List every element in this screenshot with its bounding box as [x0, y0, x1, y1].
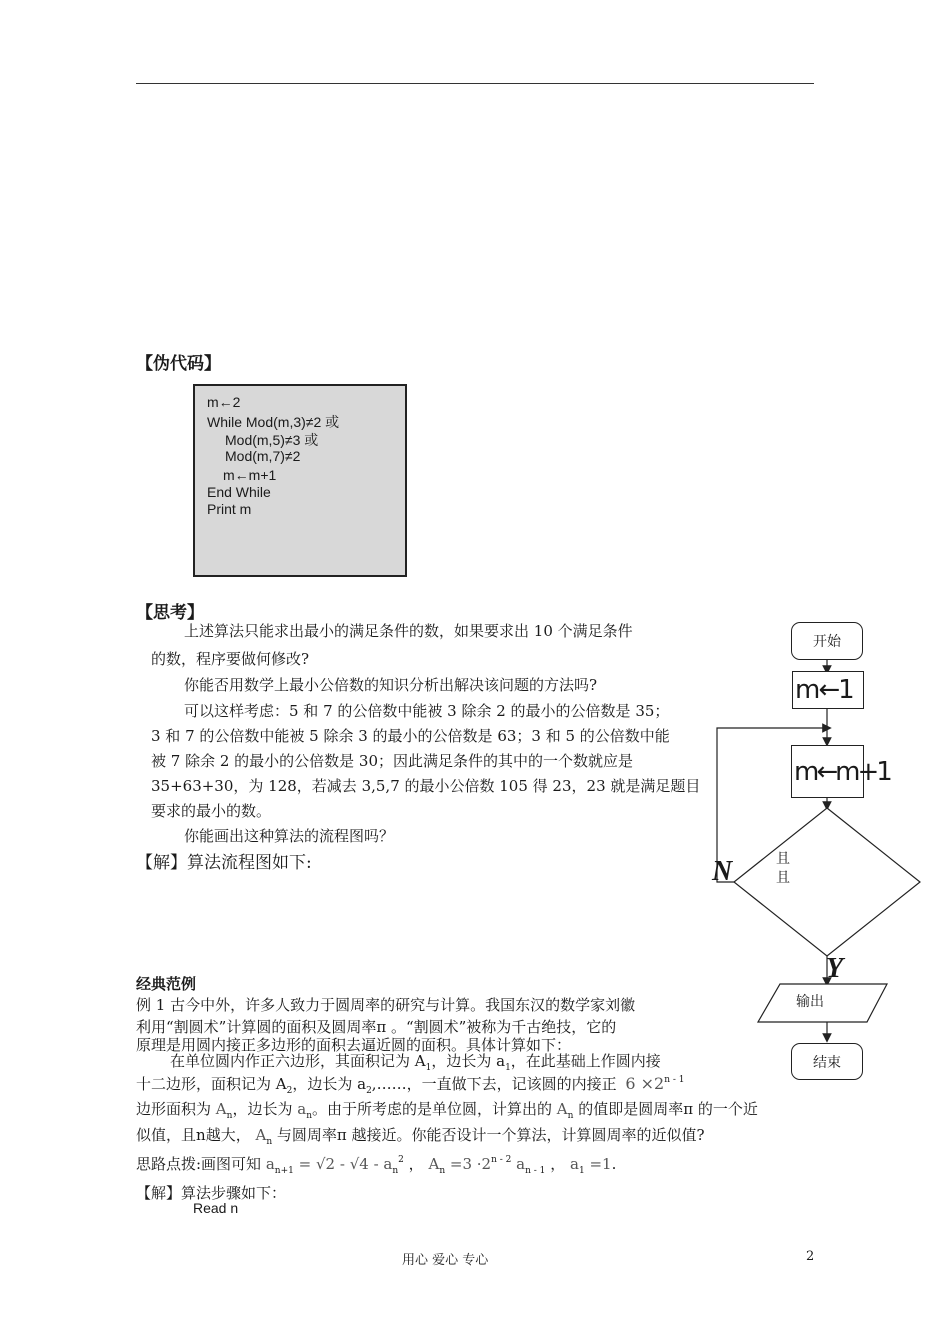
- think-line: 要求的最小的数。: [151, 802, 272, 820]
- subscript: 1: [425, 1063, 432, 1073]
- subscript: 1: [578, 1166, 585, 1176]
- code-line: Print m: [207, 501, 252, 517]
- math-symbol: a: [570, 1155, 579, 1173]
- subscript: n - 1: [525, 1166, 546, 1176]
- text-span: 思路点拨:画图可知: [136, 1155, 262, 1173]
- example-line: [136, 1153, 616, 1174]
- subscript: n: [226, 1111, 233, 1121]
- math-term: = √2 - √4 - a: [298, 1155, 393, 1173]
- code-line: Mod(m,7)≠2: [225, 448, 301, 464]
- example-line: [136, 1098, 758, 1119]
- flow-start: 开始: [791, 622, 863, 660]
- flow-end: 结束: [791, 1043, 863, 1080]
- subscript: 2: [286, 1086, 293, 1096]
- example-read: Read n: [193, 1200, 239, 1216]
- example-line: [136, 1124, 705, 1145]
- superscript: n - 2: [491, 1155, 512, 1165]
- text-span: 在单位圆内作正六边形，其面积记为 A: [170, 1052, 426, 1070]
- header-rule: [136, 83, 814, 84]
- text-span: 。由于所考虑的是单位圆，计算出的: [311, 1100, 552, 1118]
- code-line: m←2: [207, 394, 241, 410]
- text-span: .: [611, 1155, 617, 1173]
- think-line: 3 和 7 的公倍数中能被 5 除余 3 的最小的公倍数是 63；3 和 5 的公倍数中能: [151, 727, 670, 745]
- think-line: 可以这样考虑：5 和 7 的公倍数中能被 3 除余 2 的最小的公倍数是 35；: [184, 702, 670, 720]
- text-span: 十二边形，面积记为 A: [136, 1075, 287, 1093]
- text-span: ,……，一直做下去，记该圆的内接正: [371, 1075, 617, 1093]
- code-line: End While: [207, 484, 271, 500]
- code-line: Mod(m,5)≠3 或: [225, 432, 319, 448]
- pseudo-heading: 【伪代码】: [136, 354, 221, 374]
- math-symbol: A: [428, 1155, 440, 1173]
- pseudo-code-box: [193, 384, 407, 577]
- subscript: 1: [505, 1063, 511, 1073]
- text-span: ，: [550, 1155, 566, 1173]
- text-span: ，边长为 a: [292, 1075, 367, 1093]
- subscript: n: [392, 1166, 399, 1176]
- think-answer: 【解】算法流程图如下:: [136, 853, 312, 873]
- math-symbol: a: [297, 1100, 307, 1118]
- think-line: 的数，程序要做何修改?: [151, 650, 310, 668]
- math-symbol: n: [196, 1126, 206, 1144]
- math-symbol: A: [556, 1100, 568, 1118]
- subscript: n: [266, 1137, 273, 1147]
- think-line: 35+63+30，为 128，若减去 3,5,7 的最小公倍数 105 得 23，23 就是满足题目: [151, 777, 701, 795]
- example-line: [170, 1050, 661, 1071]
- text-span: 的值即是圆周率π 的一个近: [578, 1100, 758, 1118]
- math-term: =1: [589, 1155, 612, 1173]
- math-symbol: A: [255, 1126, 267, 1144]
- think-line: 被 7 除余 2 的最小的公倍数是 30；因此满足条件的其中的一个数就应是: [151, 752, 634, 770]
- superscript: 2: [398, 1155, 404, 1165]
- subscript: n: [439, 1166, 446, 1176]
- subscript: n: [567, 1111, 574, 1121]
- subscript: n: [306, 1111, 312, 1121]
- think-line: 你能否用数学上最小公倍数的知识分析出解决该问题的方法吗?: [184, 676, 598, 694]
- subscript: 2: [366, 1086, 372, 1096]
- text-span: 越大，: [205, 1126, 251, 1144]
- text-span: ，: [408, 1155, 424, 1173]
- text-span: ，边长为 a: [431, 1052, 506, 1070]
- example-line: 原理是用圆内接正多边形的面积去逼近圆的面积。具体计算如下：: [136, 1036, 572, 1054]
- footer-motto: 用心 爱心 专心: [402, 1253, 489, 1268]
- text-span: ，在此基础上作圆内接: [510, 1052, 661, 1070]
- page-number: 2: [806, 1249, 815, 1264]
- subscript: n+1: [274, 1166, 294, 1176]
- flow-output-label: 输出: [796, 993, 824, 1009]
- think-line: 你能画出这种算法的流程图吗？: [184, 827, 395, 845]
- flow-assign: m←1: [792, 671, 864, 709]
- code-line: m←m+1: [223, 467, 277, 483]
- condition-diamond: [734, 808, 920, 956]
- flow-increment: m←m+1: [791, 745, 864, 798]
- math-symbol: A: [215, 1100, 227, 1118]
- think-line: 上述算法只能求出最小的满足条件的数，如果要求出 10 个满足条件: [184, 622, 633, 640]
- math-symbol: a: [516, 1155, 526, 1173]
- math-term: =3 ·2: [449, 1155, 492, 1173]
- text-span: 似值，且: [136, 1126, 197, 1144]
- think-heading: 【思考】: [136, 603, 204, 623]
- example-line: 利用“割圆术”计算圆的面积及圆周率π 。“割圆术”被称为千古绝技，它的: [136, 1018, 617, 1036]
- math-symbol: a: [265, 1155, 275, 1173]
- flow-no-label: N: [712, 856, 733, 887]
- text-span: 与圆周率π 越接近。你能否设计一个算法，计算圆周率的近似值?: [276, 1126, 705, 1144]
- example-heading: 经典范例: [136, 976, 197, 993]
- math-term: 6 ×2: [625, 1074, 665, 1093]
- code-line: While Mod(m,3)≠2 或: [207, 414, 340, 430]
- flow-yes-label: Y: [826, 953, 844, 984]
- flow-cond-text: 且: [776, 850, 790, 866]
- example-line: [136, 1073, 685, 1094]
- superscript: n - 1: [664, 1075, 685, 1085]
- example-answer: 【解】算法步骤如下：: [136, 1184, 287, 1202]
- text-span: 边形面积为: [136, 1100, 212, 1118]
- text-span: ，边长为: [232, 1100, 293, 1118]
- flow-cond-text: 且: [776, 869, 790, 885]
- example-line: 例 1 古今中外，许多人致力于圆周率的研究与计算。我国东汉的数学家刘徽: [136, 996, 636, 1014]
